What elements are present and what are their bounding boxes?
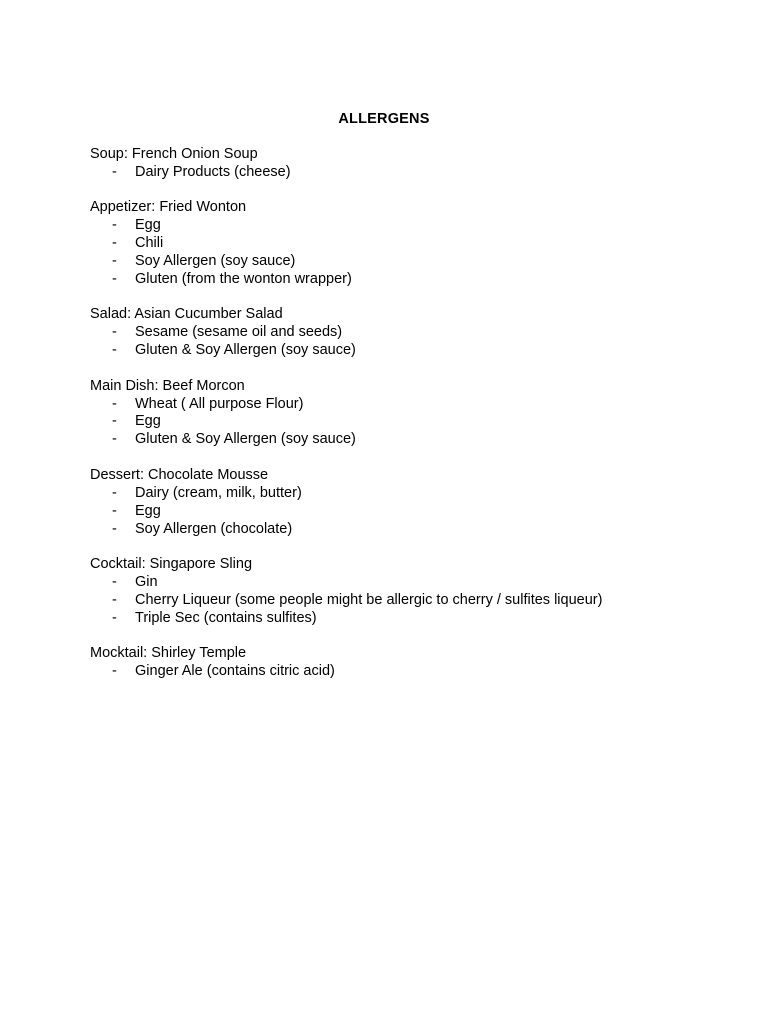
list-item-text: Cherry Liqueur (some people might be allergic to cherry / sulfites liqueur)	[135, 591, 603, 608]
bullet-dash: -	[112, 163, 117, 180]
section-heading: Mocktail: Shirley Temple	[90, 645, 247, 662]
list-item	[90, 324, 730, 342]
list-item	[90, 342, 730, 360]
bullet-dash: -	[112, 502, 117, 519]
bullet-dash: -	[112, 663, 117, 680]
list-item	[90, 574, 730, 592]
list-item-text: Gluten (from the wonton wrapper)	[135, 270, 352, 287]
list-item	[90, 413, 730, 431]
bullet-dash: -	[112, 235, 117, 252]
list-item-text: Gluten & Soy Allergen (soy sauce)	[135, 431, 356, 448]
section-heading: Soup: French Onion Soup	[90, 146, 258, 162]
list-item-text: Ginger Ale (contains citric acid)	[135, 663, 335, 680]
list-item	[90, 253, 730, 271]
list-item	[90, 431, 730, 449]
list-item	[90, 271, 730, 289]
list-item-text: Egg	[135, 217, 161, 234]
list-item-text: Dairy (cream, milk, butter)	[135, 484, 302, 501]
list-item	[90, 164, 730, 182]
bullet-dash: -	[112, 484, 117, 501]
page-title: ALLERGENS	[338, 111, 430, 127]
list-item	[90, 485, 730, 503]
section-appetizer	[90, 199, 730, 288]
list-item-text: Egg	[135, 502, 161, 519]
bullet-dash: -	[112, 324, 117, 341]
list-item-text: Soy Allergen (chocolate)	[135, 520, 293, 537]
section-heading: Main Dish: Beef Morcon	[90, 377, 245, 394]
list-item-text: Gin	[135, 573, 158, 590]
bullet-dash: -	[112, 395, 117, 412]
list-item	[90, 235, 730, 253]
section-salad	[90, 306, 730, 360]
list-item-text: Wheat ( All purpose Flour)	[135, 395, 304, 412]
allergen-list	[90, 146, 730, 699]
list-item-text: Triple Sec (contains sulfites)	[135, 609, 317, 626]
bullet-dash: -	[112, 217, 117, 234]
list-item-text: Egg	[135, 413, 161, 430]
list-item	[90, 217, 730, 235]
list-item	[90, 396, 730, 414]
list-item	[90, 521, 730, 539]
list-item-text: Dairy Products (cheese)	[135, 163, 291, 180]
bullet-dash: -	[112, 253, 117, 270]
section-heading: Cocktail: Singapore Sling	[90, 556, 253, 572]
section-cocktail	[90, 556, 730, 628]
bullet-dash: -	[112, 342, 117, 359]
list-item	[90, 610, 730, 628]
list-item-text: Chili	[135, 235, 164, 252]
section-heading: Dessert: Chocolate Mousse	[90, 466, 269, 483]
section-main-dish	[90, 378, 730, 450]
section-mocktail	[90, 645, 730, 681]
bullet-dash: -	[112, 591, 117, 608]
list-item	[90, 592, 730, 610]
section-soup	[90, 146, 730, 182]
bullet-dash: -	[112, 431, 117, 448]
list-item-text: Gluten & Soy Allergen (soy sauce)	[135, 342, 356, 359]
section-dessert	[90, 467, 730, 539]
list-item	[90, 663, 730, 681]
section-heading: Appetizer: Fried Wonton	[90, 199, 247, 216]
list-item-text: Soy Allergen (soy sauce)	[135, 253, 296, 270]
bullet-dash: -	[112, 609, 117, 626]
list-item	[90, 503, 730, 521]
section-heading: Salad: Asian Cucumber Salad	[90, 306, 283, 323]
bullet-dash: -	[112, 270, 117, 287]
list-item-text: Sesame (sesame oil and seeds)	[135, 324, 343, 341]
bullet-dash: -	[112, 413, 117, 430]
bullet-dash: -	[112, 573, 117, 590]
bullet-dash: -	[112, 520, 117, 537]
